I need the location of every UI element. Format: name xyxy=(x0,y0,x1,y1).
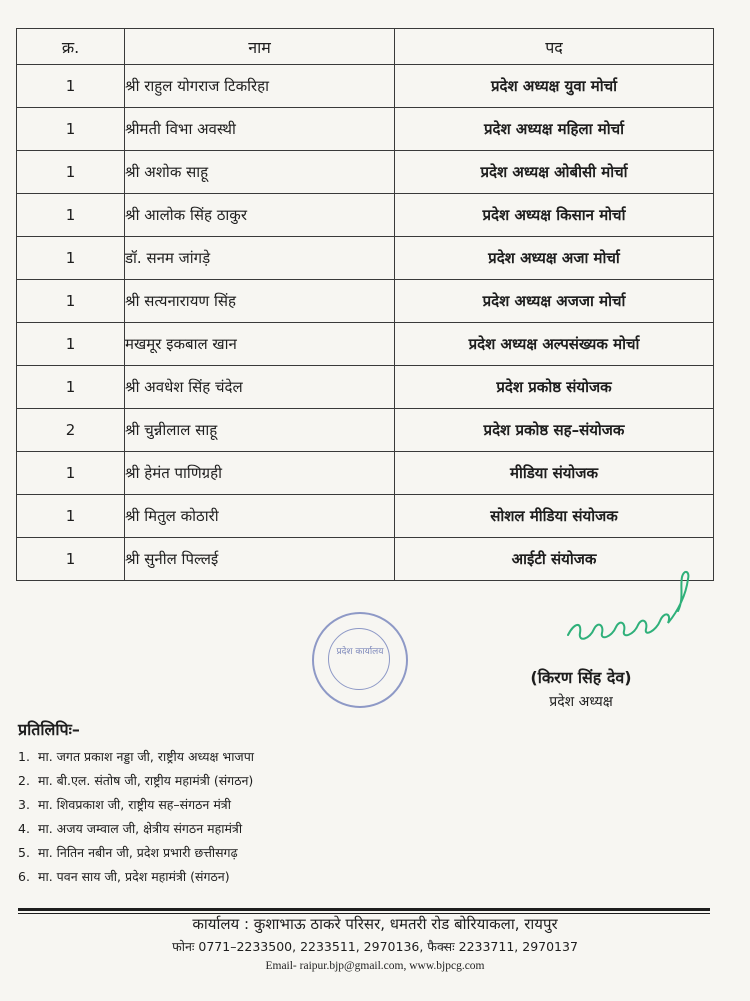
row-post: सोशल मीडिया संयोजक xyxy=(395,495,714,538)
row-post: प्रदेश अध्यक्ष अजजा मोर्चा xyxy=(395,280,714,323)
table-row xyxy=(17,151,714,194)
col-header-name: नाम xyxy=(125,29,395,65)
row-number: 1 xyxy=(17,495,125,538)
copy-to-list xyxy=(18,745,254,889)
row-number: 2 xyxy=(17,409,125,452)
copy-to-heading: प्रतिलिपिः– xyxy=(18,720,80,739)
table-row xyxy=(17,280,714,323)
table-row xyxy=(17,194,714,237)
row-name: श्री हेमंत पाणिग्रही xyxy=(125,452,395,495)
list-item: 1. मा. जगत प्रकाश नड्डा जी, राष्ट्रीय अध्यक्ष भाजपा xyxy=(18,749,255,764)
col-header-serial: क्र. xyxy=(17,29,125,65)
row-name: श्री अवधेश सिंह चंदेल xyxy=(125,366,395,409)
row-number: 1 xyxy=(17,280,125,323)
row-number: 1 xyxy=(17,452,125,495)
contact-numbers: फोनः 0771–2233500, 2233511, 2970136, फैक्सः 2233711, 2970137 xyxy=(172,939,578,954)
signer-title: प्रदेश अध्यक्ष xyxy=(549,694,613,710)
row-name: श्रीमती विभा अवस्थी xyxy=(125,108,395,151)
row-number: 1 xyxy=(17,323,125,366)
row-name: श्री राहुल योगराज टिकरिहा xyxy=(125,65,395,108)
appointments-table xyxy=(16,28,714,581)
row-post: प्रदेश प्रकोष्ठ संयोजक xyxy=(395,366,714,409)
seal-text: प्रदेश कार्यालय xyxy=(336,647,384,657)
row-post: प्रदेश अध्यक्ष अल्पसंख्यक मोर्चा xyxy=(395,323,714,366)
row-number: 1 xyxy=(17,65,125,108)
signer-name: (किरण सिंह देव) xyxy=(530,668,632,687)
row-number: 1 xyxy=(17,538,125,581)
table-row xyxy=(17,366,714,409)
row-name: श्री मितुल कोठारी xyxy=(125,495,395,538)
footer-divider-thick xyxy=(18,908,710,911)
row-number: 1 xyxy=(17,366,125,409)
signature-scribble xyxy=(560,565,700,650)
table-row xyxy=(17,65,714,108)
col-header-post: पद xyxy=(395,29,714,65)
table-row xyxy=(17,495,714,538)
contact-email-website: Email- raipur.bjp@gmail.com, www.bjpcg.com xyxy=(265,960,485,972)
row-post: प्रदेश अध्यक्ष ओबीसी मोर्चा xyxy=(395,151,714,194)
row-name: डॉ. सनम जांगड़े xyxy=(125,237,395,280)
row-post: प्रदेश प्रकोष्ठ सह–संयोजक xyxy=(395,409,714,452)
row-name: श्री अशोक साहू xyxy=(125,151,395,194)
row-name: मखमूर इकबाल खान xyxy=(125,323,395,366)
row-post: प्रदेश अध्यक्ष युवा मोर्चा xyxy=(395,65,714,108)
row-name: श्री सुनील पिल्लई xyxy=(125,538,395,581)
table-row xyxy=(17,323,714,366)
office-address: कार्यालय : कुशाभाऊ ठाकरे परिसर, धमतरी रोड बोरियाकला, रायपुर xyxy=(192,915,558,933)
row-post: आईटी संयोजक xyxy=(395,538,714,581)
row-post: प्रदेश अध्यक्ष अजा मोर्चा xyxy=(395,237,714,280)
row-post: मीडिया संयोजक xyxy=(395,452,714,495)
row-name: श्री आलोक सिंह ठाकुर xyxy=(125,194,395,237)
table-header-row xyxy=(17,29,714,65)
table-row xyxy=(17,409,714,452)
table-row xyxy=(17,237,714,280)
list-item: 4. मा. अजय जम्वाल जी, क्षेत्रीय संगठन महामंत्री xyxy=(18,821,243,836)
row-name: श्री सत्यनारायण सिंह xyxy=(125,280,395,323)
list-item: 6. मा. पवन साय जी, प्रदेश महामंत्री (संगठन) xyxy=(18,869,230,884)
row-number: 1 xyxy=(17,108,125,151)
row-number: 1 xyxy=(17,237,125,280)
row-name: श्री चुन्नीलाल साहू xyxy=(125,409,395,452)
table-row xyxy=(17,108,714,151)
row-number: 1 xyxy=(17,194,125,237)
row-post: प्रदेश अध्यक्ष किसान मोर्चा xyxy=(395,194,714,237)
row-number: 1 xyxy=(17,151,125,194)
office-seal-stamp xyxy=(312,612,408,708)
list-item: 3. मा. शिवप्रकाश जी, राष्ट्रीय सह–संगठन मंत्री xyxy=(18,797,231,812)
list-item: 5. मा. नितिन नबीन जी, प्रदेश प्रभारी छत्तीसगढ़ xyxy=(18,845,238,860)
list-item: 2. मा. बी.एल. संतोष जी, राष्ट्रीय महामंत्री (संगठन) xyxy=(18,773,254,788)
table-row xyxy=(17,452,714,495)
row-post: प्रदेश अध्यक्ष महिला मोर्चा xyxy=(395,108,714,151)
